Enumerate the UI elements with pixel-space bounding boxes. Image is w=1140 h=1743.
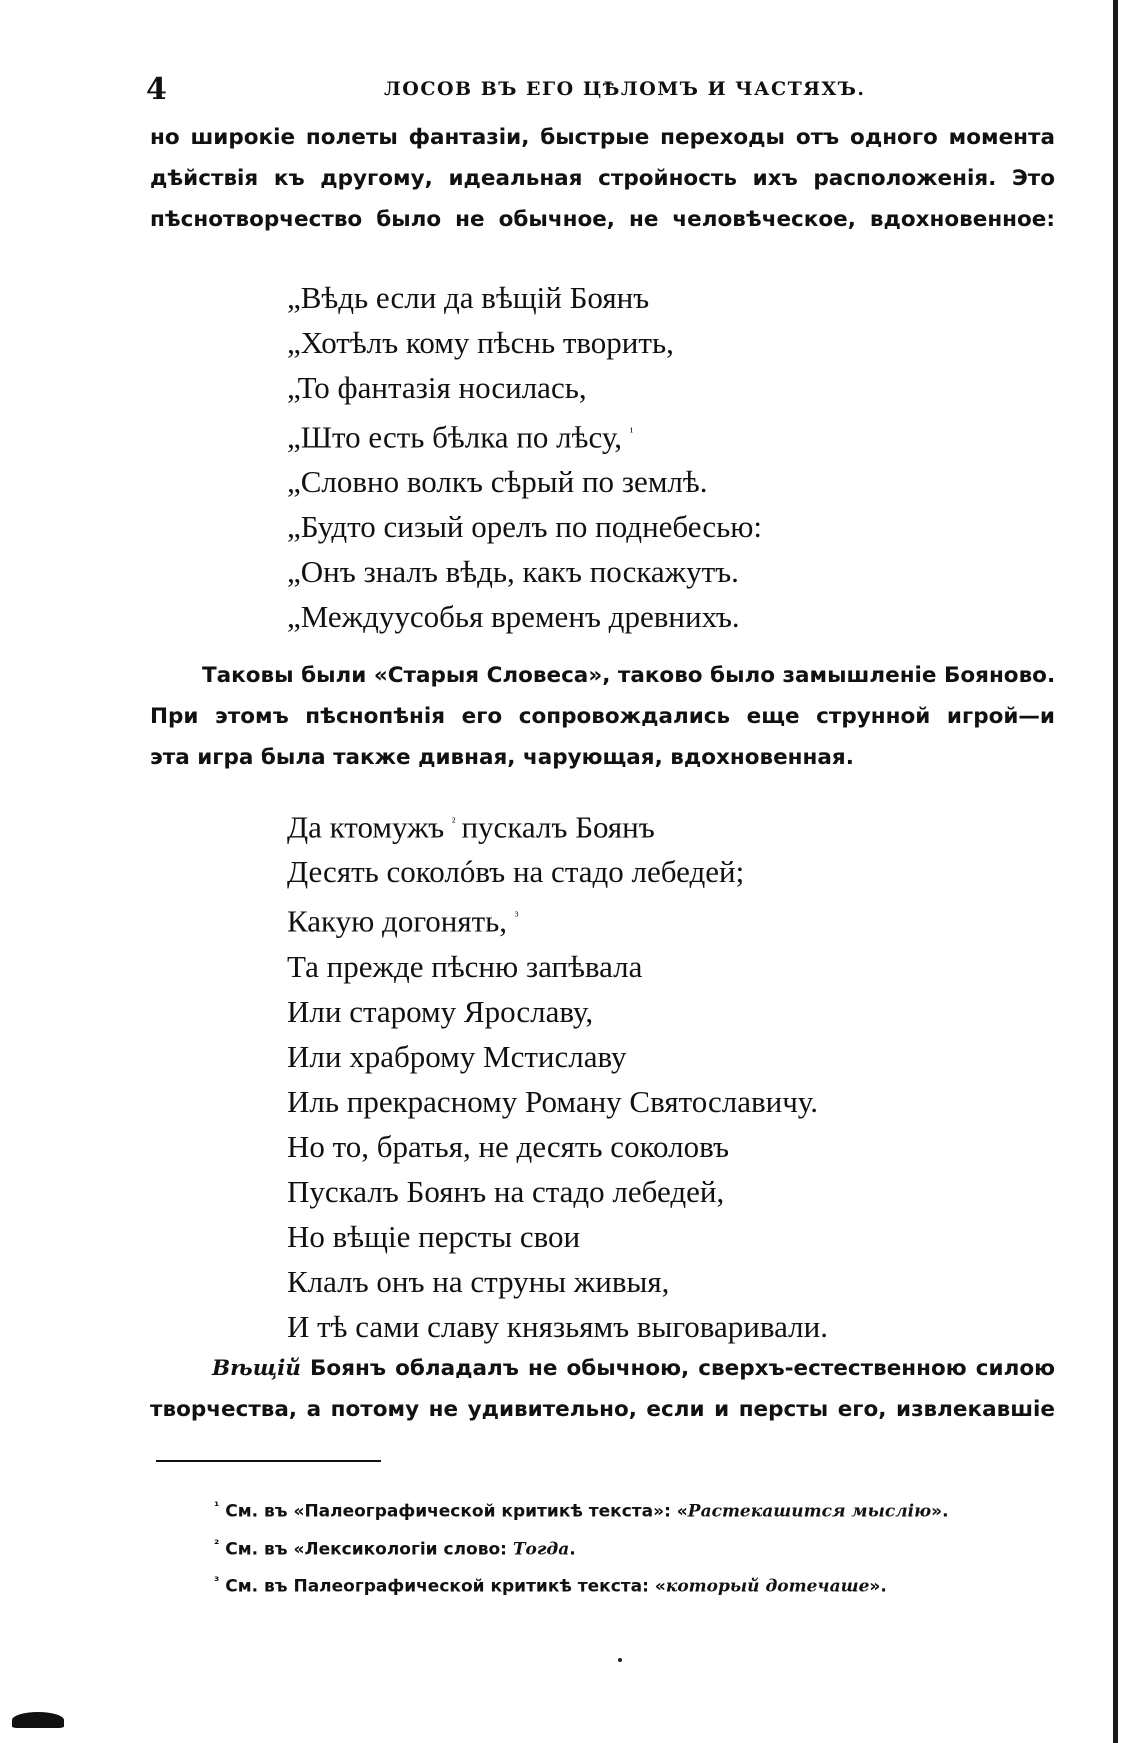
verse-line-text: „Што есть бѣлка по лѣсу, [287,419,622,455]
verse-line: „Словно волкъ сѣрый по землѣ. [287,464,708,500]
footnote-italic: который дотечаше [665,1576,870,1597]
footnote-tail: . [569,1539,576,1560]
paragraph-line: но широкіе полеты фантазіи, быстрые переходы отъ одного момента [150,125,1055,150]
paragraph-1 [150,117,1055,240]
verse-line: „Будто сизый орелъ по поднебесью: [287,509,762,545]
footnote-text: См. въ «Лексикологіи слово: [225,1539,513,1560]
paragraph-2 [150,655,1055,778]
verse-line [287,894,828,943]
verse-line: „То фантазія носилась, [287,370,587,405]
paragraph-line: эта игра была также дивная, чарующая, вдохновенная. [150,745,854,770]
footnote-mark: ¹ [214,1499,220,1513]
verse-line: Или храброму Мстиславу [287,1038,627,1074]
verse-line [287,800,828,849]
verse-line [287,410,762,459]
verse-block-2 [287,800,828,1349]
scan-speck [618,1658,622,1662]
footnote-italic: Тогда [512,1539,570,1560]
page-number: 4 [146,72,167,107]
verse-line: Но вѣщіе персты свои [287,1218,581,1254]
verse-line-text: пускалъ Боянъ [461,809,655,845]
footnote-text: См. въ Палеографической критикѣ текста: « [225,1576,666,1597]
footnote-mark: ² [214,1536,220,1551]
verse-line: Или старому Ярославу, [287,993,594,1029]
footnote-italic: Растекашится мыслію [687,1501,932,1522]
verse-line-text: Какую догонять, [287,903,508,939]
running-head: ЛОСОВ ВЪ ЕГО ЦѢЛОМЪ И ЧАСТЯХЪ. [384,78,866,100]
verse-line: „Междуусобья временъ древнихъ. [287,599,740,635]
verse-line: Иль прекрасному Роману Святославичу. [287,1083,818,1119]
scan-edge-shadow [1113,0,1118,1743]
verse-line: Десять соколóвъ на стадо лебедей; [287,854,745,890]
footnotes [214,1490,949,1603]
paragraph-line: Таковы были «Старыя Словеса», таково было замышленіе Бояново. [202,663,1056,688]
footnote-divider [156,1460,381,1462]
footnote-3 [214,1565,949,1603]
paragraph-line: творчества, а потому не удивительно, если и персты его, извлекавшіе [150,1397,1055,1422]
verse-line: „Онъ зналъ вѣдь, какъ поскажутъ. [287,554,739,590]
paragraph-line: дѣйствія къ другому, идеальная стройность ихъ расположенія. Это [150,166,1055,191]
verse-line: Пускалъ Боянъ на стадо лебедей, [287,1173,725,1209]
paragraph-line: пѣснотворчество было не обычное, не человѣческое, вдохновенное: [150,207,1055,232]
footnote-1 [214,1490,949,1528]
verse-line: „Хотѣлъ кому пѣснь творить, [287,325,674,360]
verse-line: Но то, братья, не десять соколовъ [287,1128,730,1164]
footnote-tail: ». [869,1576,887,1597]
footnote-tail: ». [931,1501,949,1522]
scan-blot [12,1712,64,1728]
paragraph-line [150,1348,1055,1389]
footnote-mark: ³ [514,909,519,924]
verse-line: „Вѣдь если да вѣщій Боянъ [287,280,650,315]
verse-line: Клалъ онъ на струны живыя, [287,1263,670,1299]
footnote-2 [214,1528,949,1566]
footnote-mark: ³ [214,1574,220,1589]
verse-line: Та прежде пѣсню запѣвала [287,948,643,984]
verse-line: И тѣ сами славу князьямъ выговаривали. [287,1308,828,1344]
italic-word: Вѣщій [212,1356,301,1381]
paragraph-3 [150,1348,1055,1430]
footnote-mark: ² [451,815,456,829]
verse-block-1 [287,275,762,639]
footnote-text: См. въ «Палеографической критикѣ текста»: « [225,1501,688,1522]
footnote-mark: ¹ [629,425,634,439]
verse-line-text: Да ктомужъ [287,809,445,845]
paragraph-text: Боянъ обладалъ не обычною, сверхъ-естественною силою [310,1356,1055,1381]
paragraph-line: При этомъ пѣснопѣнія его сопровождались еще струнной игрой—и [150,704,1055,729]
